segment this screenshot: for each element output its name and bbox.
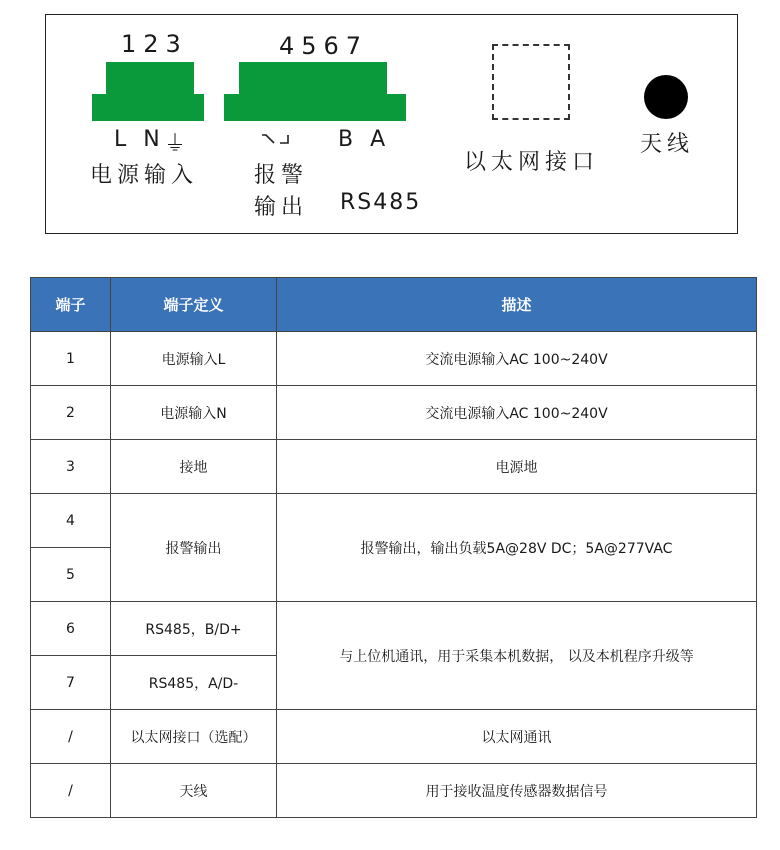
cell-definition: 接地	[111, 440, 277, 494]
cell-terminal: 4	[31, 494, 111, 548]
ethernet-label: 以太网接口	[464, 150, 600, 175]
alarm-terminal-block-base	[224, 94, 406, 121]
alarm-label-line2: 输出	[254, 195, 309, 220]
cell-terminal: 3	[31, 440, 111, 494]
ba-label: B A	[338, 127, 391, 152]
cell-terminal: 7	[31, 656, 111, 710]
header-description: 描述	[277, 278, 757, 332]
cell-definition: 电源输入L	[111, 332, 277, 386]
ethernet-port-outline	[492, 44, 570, 120]
cell-definition: 以太网接口（选配）	[111, 710, 277, 764]
cell-terminal: 5	[31, 548, 111, 602]
table-header-row	[31, 278, 757, 332]
cell-terminal: 1	[31, 332, 111, 386]
cell-terminal: /	[31, 710, 111, 764]
power-input-label: 电源输入	[90, 163, 199, 188]
alarm-terminal-numbers: 4567	[279, 32, 369, 60]
table-row	[31, 332, 757, 386]
cell-definition: 天线	[111, 764, 277, 818]
cell-description: 交流电源输入AC 100~240V	[277, 332, 757, 386]
terminal-definition-table	[30, 277, 757, 818]
cell-definition: RS485，B/D+	[111, 602, 277, 656]
cell-definition: 报警输出	[111, 494, 277, 602]
power-terminal-numbers: 123	[121, 30, 188, 58]
device-terminal-diagram	[45, 14, 738, 234]
relay-switch-icon	[260, 131, 296, 149]
table-row	[31, 710, 757, 764]
table-row	[31, 440, 757, 494]
cell-terminal: /	[31, 764, 111, 818]
table-row	[31, 602, 757, 656]
cell-description: 与上位机通讯，用于采集本机数据， 以及本机程序升级等	[277, 602, 757, 710]
table-row	[31, 764, 757, 818]
cell-description: 以太网通讯	[277, 710, 757, 764]
cell-definition: RS485，A/D-	[111, 656, 277, 710]
header-definition: 端子定义	[111, 278, 277, 332]
cell-terminal: 6	[31, 602, 111, 656]
antenna-label: 天线	[640, 132, 695, 157]
cell-description: 报警输出，输出负载5A@28V DC；5A@277VAC	[277, 494, 757, 602]
alarm-terminal-block-top	[239, 62, 387, 96]
table-row	[31, 386, 757, 440]
cell-description: 电源地	[277, 440, 757, 494]
rs485-label: RS485	[340, 190, 422, 215]
ground-icon: ⏚	[164, 132, 192, 157]
power-terminal-block-base	[92, 94, 204, 121]
table-row	[31, 494, 757, 548]
power-terminal-block-top	[106, 62, 194, 96]
cell-description: 交流电源输入AC 100~240V	[277, 386, 757, 440]
antenna-icon	[644, 75, 688, 119]
cell-terminal: 2	[31, 386, 111, 440]
cell-definition: 电源输入N	[111, 386, 277, 440]
alarm-label-line1: 报警	[254, 163, 309, 188]
header-terminal: 端子	[31, 278, 111, 332]
cell-description: 用于接收温度传感器数据信号	[277, 764, 757, 818]
ln-label: L N	[114, 127, 165, 152]
